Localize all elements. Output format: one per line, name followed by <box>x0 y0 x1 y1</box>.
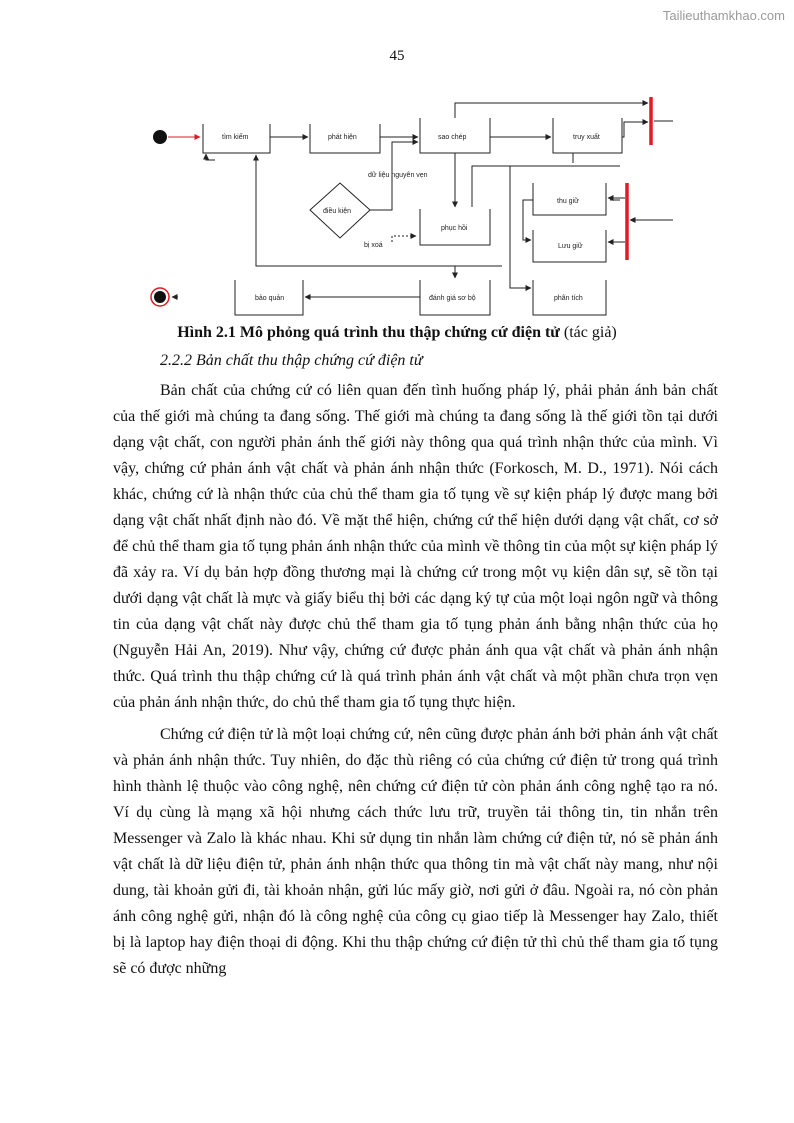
watermark: Tailieuthamkhao.com <box>662 8 785 23</box>
edge-to-phantich <box>510 166 531 288</box>
label-dieu-kien: điều kiện <box>323 208 352 215</box>
label-sao-chep: sao chép <box>438 134 467 141</box>
label-phat-hien: phát hiện <box>328 134 357 141</box>
figure-caption-source: (tác giả) <box>559 324 617 341</box>
body-text <box>113 378 718 982</box>
figure-caption <box>100 324 694 342</box>
figure-caption-title: Hình 2.1 Mô phỏng quá trình thu thập chứng cứ điện tử <box>177 324 560 341</box>
end-node <box>151 288 169 306</box>
label-truy-xuat: truy xuất <box>573 134 600 141</box>
label-bi-xoa: bị xoá <box>364 242 383 249</box>
label-thu-giu: thu giữ <box>557 198 579 205</box>
paragraph-2: Chứng cứ điện tử là một loại chứng cứ, nên cũng được phản ánh bởi phản ánh vật chất và phản ánh nhận thức. Tuy nhiên, do đặc thù riêng có của chứng cứ điện tử trong quá trình hình thành lệ thuộc vào công nghệ, nên chứng cứ điện tử còn phản ánh công nghệ tạo ra nó. Ví dụ cùng là mạng xã hội nhưng cách thức lưu trữ, truyền tải thông tin, tin nhắn trên Messenger và Zalo là khác nhau. Khi sử dụng tin nhắn làm chứng cứ điện tử, nó sẽ phản ánh vật chất là dữ liệu điện tử, phản ánh nhận thức qua thông tin mà vật chất này mang, như nội dung, tài khoản gửi đi, tài khoản nhận, gửi lúc mấy giờ, nơi gửi ở đâu. Ngoài ra, nó còn phản ánh công nghệ gửi, nhận đó là công nghệ của công cụ giao tiếp là Messenger hay Zalo, thiết bị là laptop hay điện thoại di động. Khi thu thập chứng cứ điện tử thì chủ thể tham gia tố tụng sẽ có được những <box>113 726 718 977</box>
label-phuc-hoi: phục hồi <box>441 225 468 232</box>
start-node <box>153 130 167 144</box>
page-number: 45 <box>389 48 405 64</box>
label-luu-giu: Lưu giữ <box>558 243 583 250</box>
label-phan-tich: phân tích <box>554 295 583 302</box>
edge-top-bypass <box>455 103 648 118</box>
edge-bixoa <box>392 236 416 242</box>
edge-truyxuat-bar <box>622 122 648 137</box>
section-heading: 2.2.2 Bản chất thu thập chứng cứ điện tử <box>160 352 423 369</box>
edge-trunk <box>472 166 620 207</box>
label-danh-gia: đánh giá sơ bộ <box>429 295 476 302</box>
label-du-lieu: dữ liệu nguyên vẹn <box>368 172 428 179</box>
edge-bracket <box>523 200 533 240</box>
label-bao-quan: bảo quản <box>255 295 285 302</box>
process-diagram <box>140 90 680 320</box>
label-tim-kiem: tìm kiếm <box>222 134 249 141</box>
edge-timkiem-loop <box>206 154 215 160</box>
paragraph-1: Bản chất của chứng cứ có liên quan đến tình huống pháp lý, phải phản ánh bản chất của thế giới mà chúng ta đang sống. Thế giới mà chúng ta đang sống là thế giới tồn tại dưới dạng vật chất, con người phản ánh thế giới này thông qua quá trình nhận thức của mình. Vì vậy, chứng cứ phản ánh vật chất và phản ánh nhận thức (Forkosch, M. D., 1971). Nói cách khác, chứng cứ là nhận thức của chủ thể tham gia tố tụng về sự kiện pháp lý được mang bởi dạng vật chất nhất định nào đó. Về mặt thể hiện, chứng cứ thể hiện dưới dạng vật chất, cơ sở để chủ thể tham gia tố tụng phản ánh nhận thức của mình về thông tin của một sự kiện pháp lý đã xảy ra. Ví dụ bản hợp đồng thương mại là chứng cứ trong một vụ kiện dân sự, sẽ tồn tại dưới dạng vật chất là mực và giấy biểu thị bởi các dạng ký tự của một loại ngôn ngữ và thông tin của dạng vật chất này được chủ thể tham gia tố tụng phản ánh bằng nhận thức của họ (Nguyễn Hải An, 2019). Như vậy, chứng cứ được phản ánh qua vật chất và phản ánh nhận thức. Quá trình thu thập chứng cứ là quá trình phản ánh vật chất và một phần chưa trọn vẹn của phản ánh nhận thức, do chủ thể tham gia tố tụng thực hiện. <box>113 382 718 711</box>
